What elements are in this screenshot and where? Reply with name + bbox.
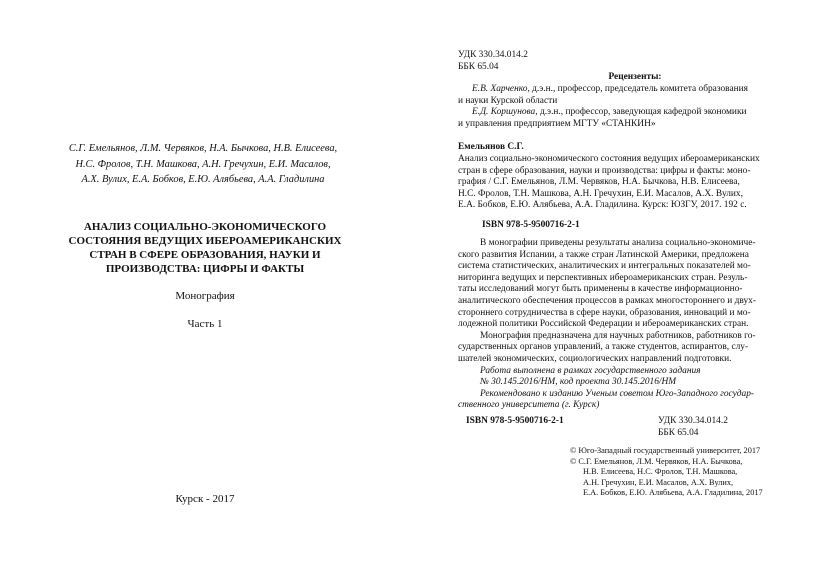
annotation-line: ниторинга ведущих и перспективных ибероамериканских стран. Резуль- bbox=[458, 272, 748, 283]
bib-line: Е.А. Бобков, Е.Ю. Алябьева, А.А. Гладилина. Курск: ЮЗГУ, 2017. 192 с. bbox=[458, 200, 747, 211]
annotation bbox=[458, 238, 780, 412]
copyright-line: Н.В. Елисеева, Н.С. Фролов, Т.Н. Машкова, bbox=[583, 467, 738, 477]
authors-line: С.Г. Емельянов, Л.М. Червяков, Н.А. Бычкова, Н.В. Елисеева, bbox=[68, 143, 338, 154]
annotation-line: ского развития Испании, а также стран Латинской Америки, предложена bbox=[458, 249, 749, 260]
title-line: АНАЛИЗ СОЦИАЛЬНО-ЭКОНОМИЧЕСКОГО bbox=[83, 221, 327, 233]
annotation-line: аналитического обеспечения процессов в рамках многостороннего и двух- bbox=[458, 295, 756, 306]
book-type: Монография bbox=[175, 290, 235, 302]
bib-line: Н.С. Фролов, Т.Н. Машкова, А.Н. Гречухин, Е.И. Масалов, А.Х. Вулих, bbox=[458, 188, 743, 199]
annotation-line: лодежной политики Российской Федерации и ибероамериканских стран. bbox=[458, 319, 749, 330]
udk-code: УДК 330.34.014.2 bbox=[658, 416, 728, 426]
recommend-note-line: ственного университета (г. Курск) bbox=[458, 400, 600, 411]
authors-line: А.Х. Вулих, Е.А. Бобков, Е.Ю. Алябьева, А.А. Гладилина bbox=[81, 174, 325, 185]
reviewers-heading: Рецензенты: bbox=[608, 72, 662, 82]
annotation-line: В монографии приведены результаты анализа социально-экономиче- bbox=[480, 238, 756, 248]
recommend-note-line: Рекомендовано к изданию Ученым советом Юго-Западного государ- bbox=[480, 388, 755, 399]
annotation-line: система статистических, аналитических и интегральных показателей мо- bbox=[458, 261, 751, 272]
reviewer-info: , д.э.н., профессор, председатель комитета образования bbox=[527, 84, 748, 94]
work-note-line: Работа выполнена в рамках государственного задания bbox=[480, 365, 701, 376]
reviewer-info: , д.э.н., профессор, заведующая кафедрой экономики bbox=[535, 107, 747, 117]
annotation-line: сударственных органов управлений, а также студентов, аспирантов, слу- bbox=[458, 342, 749, 353]
reviewer-info-cont: и управления предприятием МГТУ «СТАНКИН» bbox=[458, 118, 656, 129]
bib-line: Анализ социально-экономического состояния ведущих ибероамериканских bbox=[458, 154, 760, 164]
bbk-code: ББК 65.04 bbox=[658, 427, 699, 438]
bibliographic-record bbox=[458, 154, 780, 212]
annotation-line: таты исследований могут быть применены в качестве информационно- bbox=[458, 284, 743, 295]
reviewer-entry bbox=[458, 107, 780, 130]
copyright-block bbox=[570, 446, 790, 499]
reviewer-name: Е.В. Харченко bbox=[472, 84, 528, 94]
title-line: СОСТОЯНИЯ ВЕДУЩИХ ИБЕРОАМЕРИКАНСКИХ bbox=[68, 235, 342, 247]
title-line: СТРАН В СФЕРЕ ОБРАЗОВАНИЯ, НАУКИ И bbox=[89, 249, 321, 261]
classification-top bbox=[458, 50, 780, 73]
reviewer-entry bbox=[458, 84, 780, 107]
isbn-top: ISBN 978-5-9500716-2-1 bbox=[482, 220, 580, 230]
copyright-line: © С.Г. Емельянов, Л.М. Червяков, Н.А. Бычкова, bbox=[570, 456, 743, 466]
bib-line: стран в сфере образования, науки и производства: цифры и факты: моно- bbox=[458, 165, 751, 176]
annotation-line: стороннего сотрудничества в сфере науки, образования, инноваций и мо- bbox=[458, 307, 751, 318]
bib-line: графия / С.Г. Емельянов, Л.М. Червяков, Н.А. Бычкова, Н.В. Елисеева, bbox=[458, 177, 740, 188]
classification-bottom bbox=[658, 416, 778, 439]
city-year: Курск - 2017 bbox=[175, 493, 235, 505]
udk-code: УДК 330.34.014.2 bbox=[458, 50, 528, 60]
work-note-line: № 30.145.2016/НМ, код проекта 30.145.2016/НМ bbox=[480, 377, 677, 388]
copyright-line: А.Н. Гречухин, Е.И. Масалов, А.Х. Вулих, bbox=[583, 477, 734, 487]
book-title bbox=[40, 220, 370, 276]
copyright-line: © Юго-Западный государственный университет, 2017 bbox=[570, 446, 761, 455]
title-line: ПРОИЗВОДСТВА: ЦИФРЫ И ФАКТЫ bbox=[105, 263, 305, 275]
copyright-line: Е.А. Бобков, Е.Ю. Алябьева, А.А. Гладилина, 2017 bbox=[583, 488, 763, 498]
isbn-bottom: ISBN 978-5-9500716-2-1 bbox=[466, 416, 564, 426]
annotation-line: Монография предназначена для научных работников, работников го- bbox=[480, 330, 756, 341]
authors-line: Н.С. Фролов, Т.Н. Машкова, А.Н. Гречухин, Е.И. Масалов, bbox=[75, 158, 331, 170]
right-page bbox=[410, 0, 819, 579]
bibliographic-author: Емельянов С.Г. bbox=[458, 142, 524, 152]
reviewer-name: Е.Д. Коршунова bbox=[472, 107, 536, 117]
book-part: Часть 1 bbox=[187, 318, 223, 330]
annotation-line: шателей экономических, социологических направлений подготовки. bbox=[458, 353, 732, 364]
bbk-code: ББК 65.04 bbox=[458, 61, 499, 72]
authors-list bbox=[28, 141, 378, 188]
reviewer-info-cont: и науки Курской области bbox=[458, 95, 558, 106]
